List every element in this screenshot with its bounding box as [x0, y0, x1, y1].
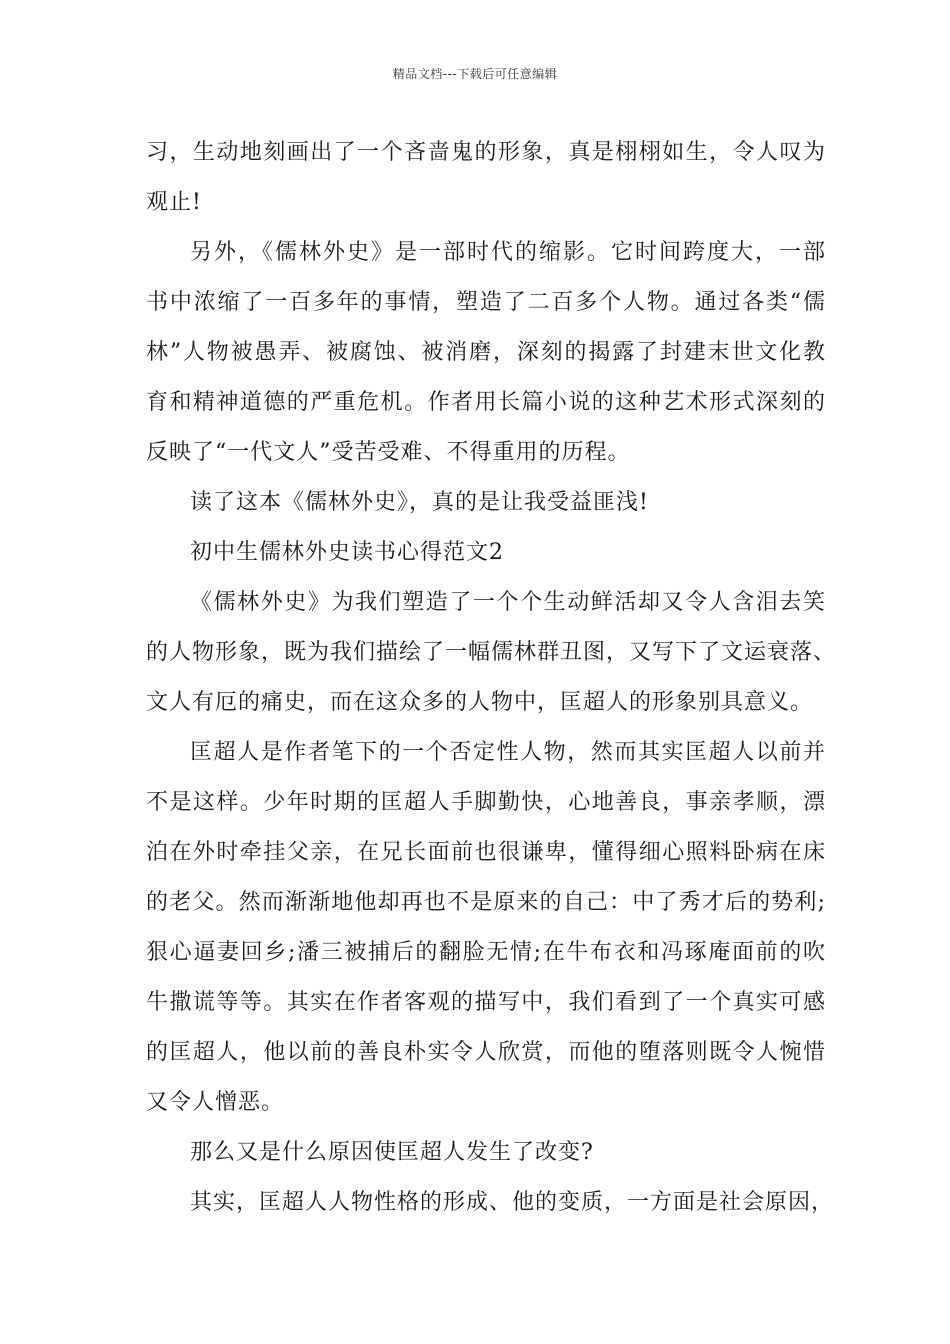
section-title: 初中生儒林外史读书心得范文2: [190, 540, 504, 565]
paragraph-start-line: 匡超人是作者笔下的一个否定性人物，然而其实匡超人以前并: [190, 740, 826, 765]
text-line: 泊在外时牵挂父亲，在兄长面前也很谦卑，懂得细心照料卧病在床: [146, 840, 826, 865]
paragraph-start-line: 《儒林外史》为我们塑造了一个个生动鲜活却又令人含泪去笑: [190, 590, 826, 615]
text-line: 观止!: [146, 190, 202, 215]
paragraph-start-line: 读了这本《儒林外史》，真的是让我受益匪浅!: [190, 490, 649, 515]
text-line: 的人物形象，既为我们描绘了一幅儒林群丑图，又写下了文运衰落、: [146, 640, 837, 665]
text-line: 林”人物被愚弄、被腐蚀、被消磨，深刻的揭露了封建末世文化教: [146, 340, 826, 365]
text-line: 不是这样。少年时期的匡超人手脚勤快，心地善良，事亲孝顺，漂: [146, 790, 826, 815]
text-line: 书中浓缩了一百多年的事情，塑造了二百多个人物。通过各类“儒: [146, 290, 826, 315]
text-line: 育和精神道德的严重危机。作者用长篇小说的这种艺术形式深刻的: [146, 390, 826, 415]
text-line: 文人有厄的痛史，而在这众多的人物中，匡超人的形象别具意义。: [146, 690, 814, 715]
paragraph-start-line: 那么又是什么原因使匡超人发生了改变?: [190, 1140, 594, 1165]
page-header: 精品文档---下载后可任意编辑: [392, 67, 558, 81]
text-line: 反映了“一代文人”受苦受难、不得重用的历程。: [146, 440, 631, 465]
text-line: 习，生动地刻画出了一个吝啬鬼的形象，真是栩栩如生，令人叹为: [146, 140, 826, 165]
text-line: 狠心逼妻回乡;潘三被捕后的翻脸无情;在牛布衣和冯琢庵面前的吹: [146, 940, 826, 965]
text-line: 的老父。然而渐渐地他却再也不是原来的自己：中了秀才后的势利;: [146, 890, 826, 915]
text-line: 的匡超人，他以前的善良朴实令人欣赏，而他的堕落则既令人惋惜: [146, 1040, 826, 1065]
text-line: 又令人憎恶。: [146, 1090, 285, 1115]
paragraph-start-line: 其实，匡超人人物性格的形成、他的变质，一方面是社会原因，: [190, 1190, 835, 1215]
paragraph-start-line: 另外，《儒林外史》是一部时代的缩影。它时间跨度大，一部: [190, 240, 826, 265]
document-body: [146, 128, 837, 1228]
text-line: 牛撒谎等等。其实在作者客观的描写中，我们看到了一个真实可感: [146, 990, 826, 1015]
